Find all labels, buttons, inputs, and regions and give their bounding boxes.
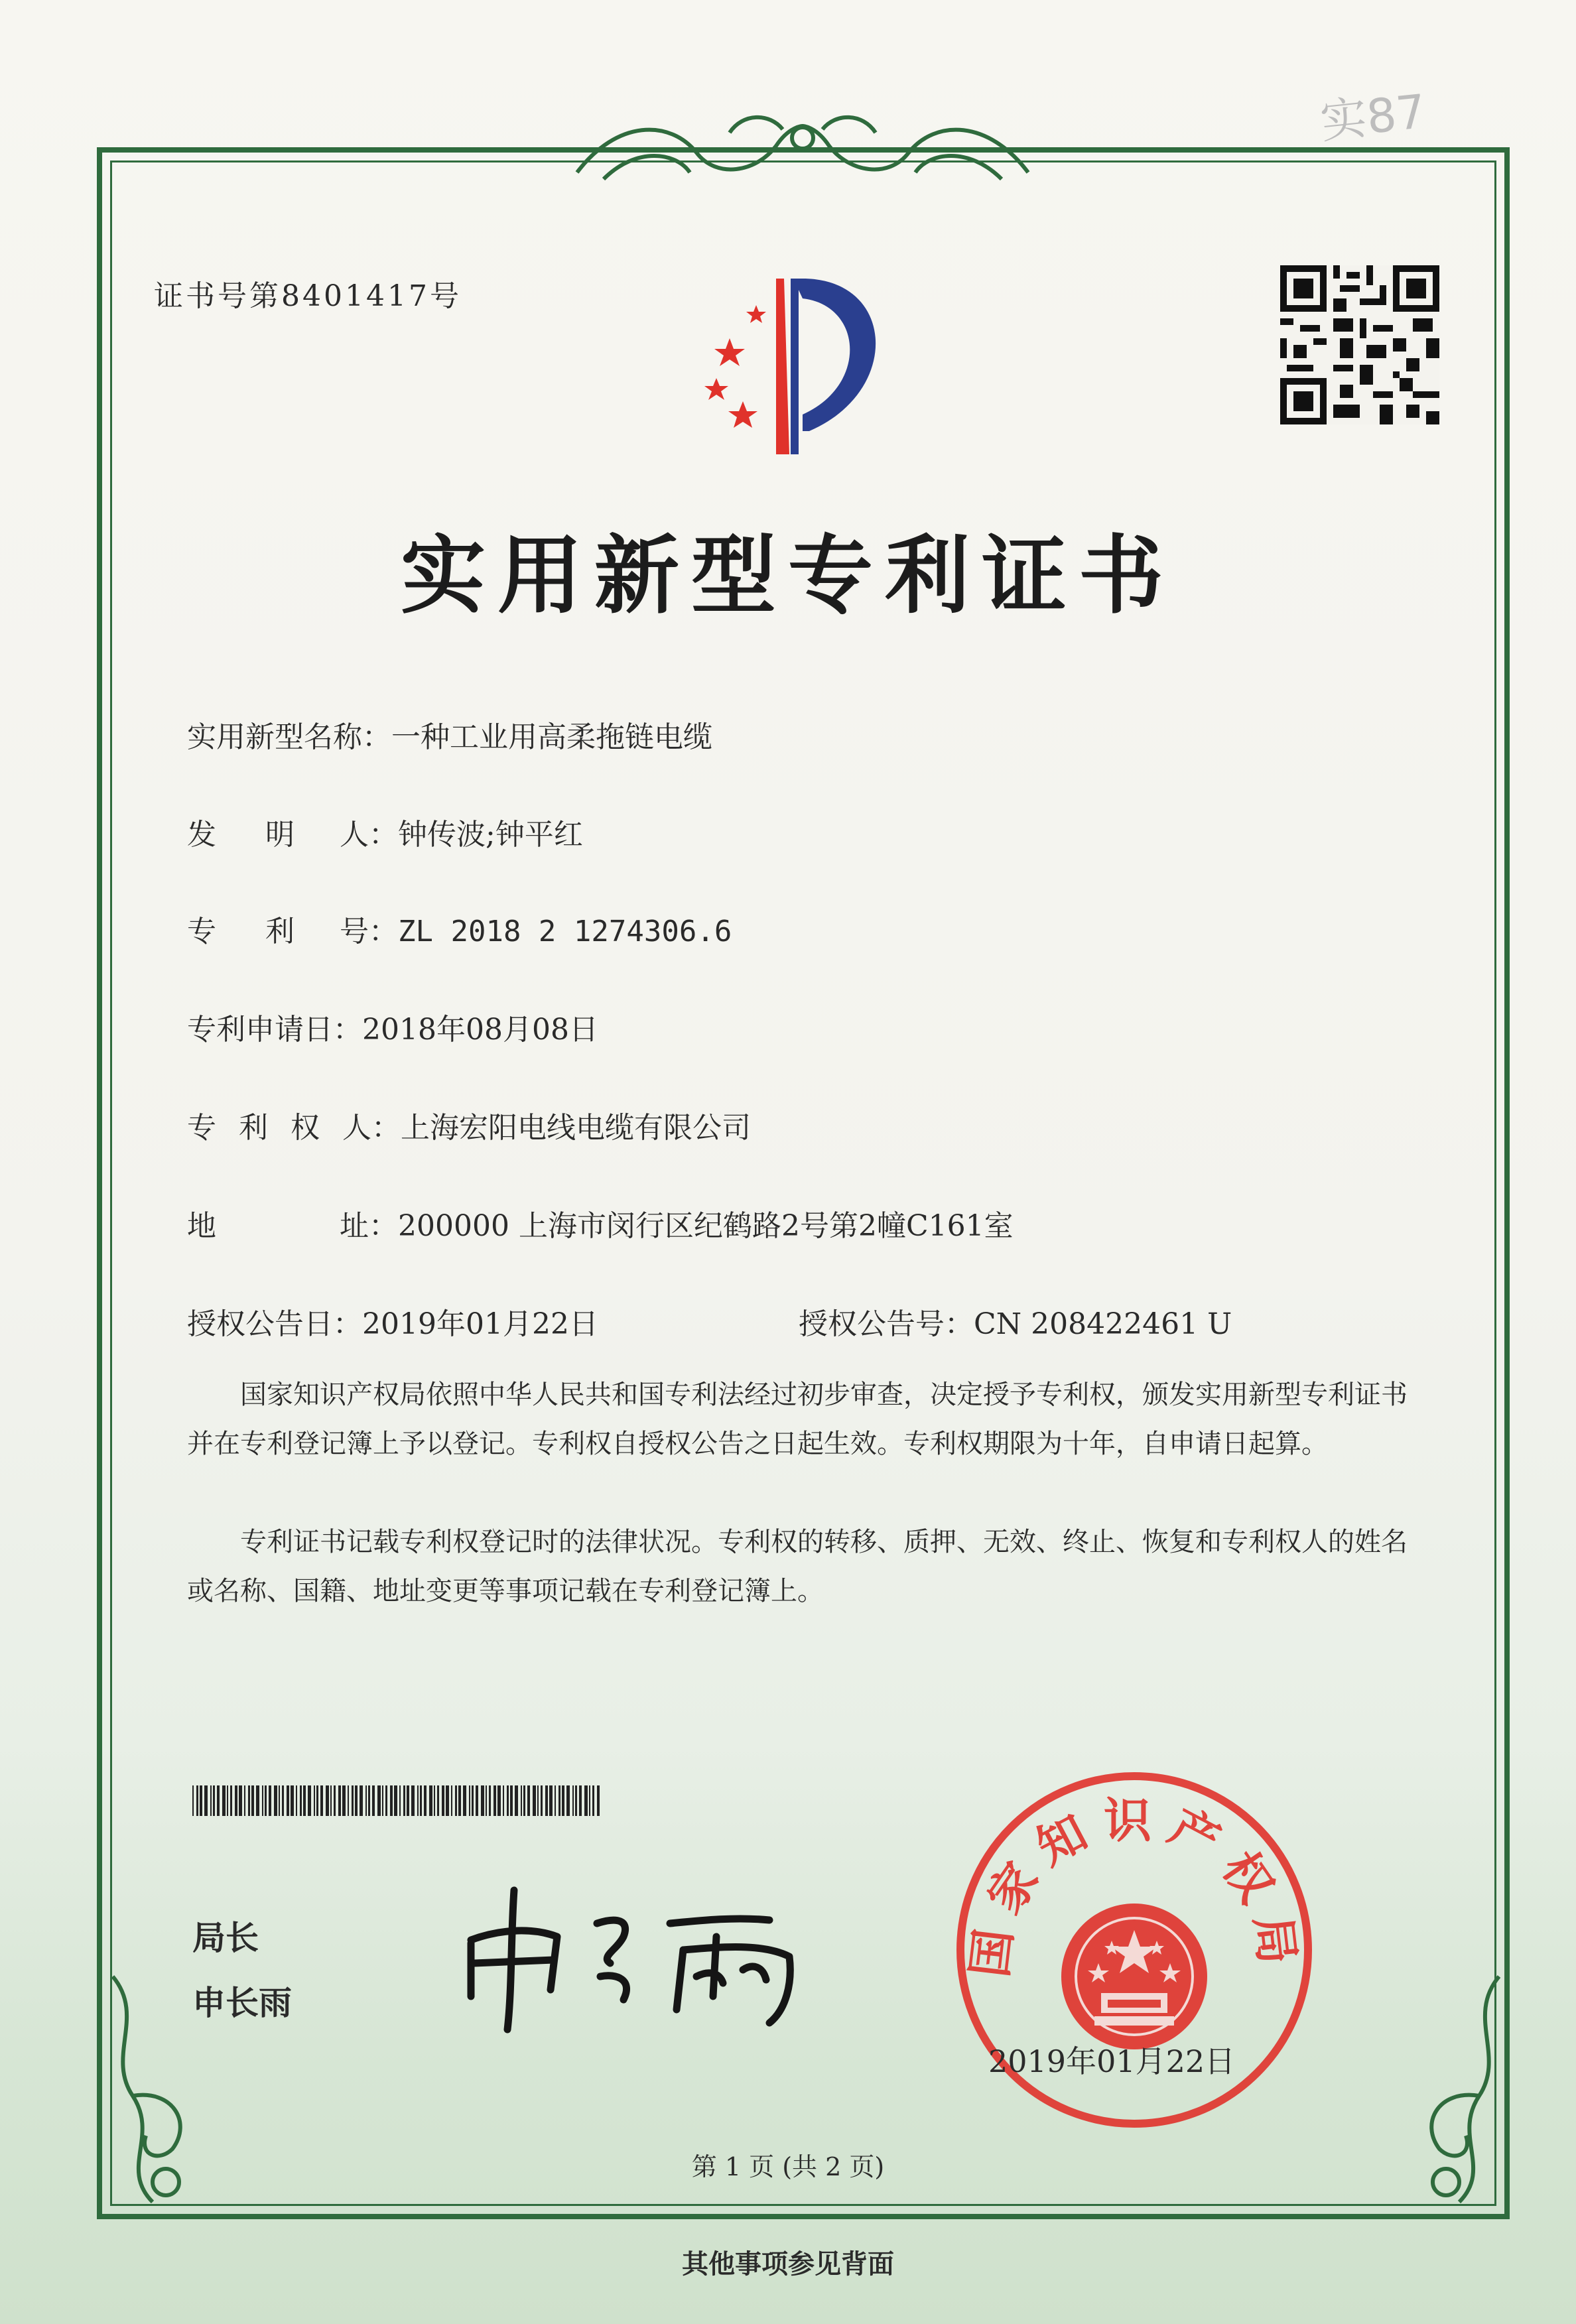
filing-date-value: 2018年08月08日	[362, 1013, 598, 1047]
patentee-value: 上海宏阳电线电缆有限公司	[401, 1111, 751, 1145]
seal-date: 2019年01月22日	[988, 2043, 1236, 2079]
certificate-number: 证书号第8401417号	[154, 279, 462, 313]
inventor-label-char-1: 发	[187, 818, 216, 852]
seal-text: 国家知识产权局	[961, 1793, 1307, 1980]
utility-model-name-value: 一种工业用高柔拖链电缆	[391, 720, 712, 754]
director-title: 局长	[192, 1919, 259, 1957]
cnipa-logo-icon	[677, 265, 929, 464]
inventor-row	[187, 810, 583, 853]
patentee-row	[187, 1104, 751, 1146]
qr-code-icon	[1280, 265, 1439, 424]
filing-date-row	[187, 1005, 598, 1048]
certificate-title: 实用新型专利证书	[400, 527, 1175, 625]
grant-number-label: 授权公告号：	[799, 1307, 974, 1341]
patentee-label-char-1: 专	[187, 1111, 216, 1145]
grant-date-value: 2019年01月22日	[362, 1307, 598, 1341]
address-row	[187, 1202, 1014, 1244]
filing-date-label: 专利申请日：	[187, 1013, 362, 1047]
pencil-annotation: 实87	[1317, 84, 1429, 150]
patent-number-row	[187, 907, 732, 950]
address-label-char-1: 地	[187, 1209, 216, 1243]
patent-number-value: ZL 2018 2 1274306.6	[398, 915, 732, 948]
inventor-value: 钟传波;钟平红	[398, 818, 583, 852]
patentee-label-char-3: 权	[291, 1111, 320, 1145]
grant-number-value: CN 208422461 U	[974, 1307, 1232, 1341]
inventor-label-char-2: 明	[265, 818, 295, 852]
footer-note: 其他事项参见背面	[682, 2248, 894, 2280]
utility-model-name-row	[187, 713, 712, 755]
grant-date-label: 授权公告日：	[187, 1307, 362, 1341]
top-scroll-ornament	[564, 106, 1041, 192]
utility-model-name-label: 实用新型名称：	[187, 720, 391, 754]
director-signature	[458, 1864, 829, 2036]
barcode-icon	[192, 1785, 604, 1816]
page-number: 第 1 页 (共 2 页)	[691, 2152, 885, 2181]
patent-number-label-char-1: 专	[187, 915, 216, 948]
patent-number-label-char-3: 号：	[340, 915, 398, 948]
patentee-label-char-4: 人：	[342, 1111, 401, 1145]
director-name: 申长雨	[192, 1984, 292, 2022]
inventor-label-char-3: 人：	[340, 818, 398, 852]
declaration-paragraph-2: 专利证书记载专利权登记时的法律状况。专利权的转移、质押、无效、终止、恢复和专利权人的姓名或名称、国籍、地址变更等事项记载在专利登记簿上。	[187, 1527, 1408, 1606]
declaration-paragraph-1: 国家知识产权局依照中华人民共和国专利法经过初步审查，决定授予专利权，颁发实用新型专利证书并在专利登记簿上予以登记。专利权自授权公告之日起生效。专利权期限为十年，自申请日起算。	[187, 1380, 1408, 1459]
patentee-label-char-2: 利	[239, 1111, 268, 1145]
grant-date-row	[187, 1300, 598, 1342]
grant-number-row	[799, 1300, 1232, 1342]
address-label-char-2: 址：	[340, 1209, 398, 1243]
address-value: 200000 上海市闵行区纪鹤路2号第2幢C161室	[398, 1209, 1014, 1243]
patent-number-label-char-2: 利	[265, 915, 295, 948]
